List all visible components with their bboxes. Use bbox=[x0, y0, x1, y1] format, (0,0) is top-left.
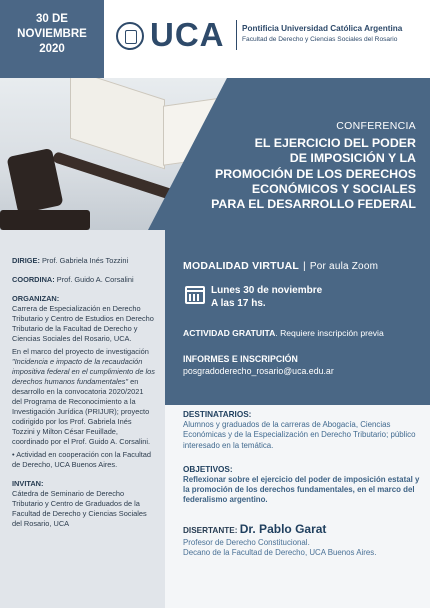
invitan-text: Cátedra de Seminario de Derecho Tributario y Centro de Graduados de la Facultad de Derecho y Ciencias Sociales del Rosario, UCA bbox=[12, 489, 147, 528]
modality-line bbox=[183, 260, 412, 272]
date-line-2: NOVIEMBRE bbox=[17, 28, 87, 40]
conference-label: CONFERENCIA bbox=[336, 120, 416, 132]
hero-banner bbox=[0, 78, 430, 230]
destinatarios-title: DESTINATARIOS: bbox=[183, 410, 252, 419]
modality: MODALIDAD VIRTUAL bbox=[183, 260, 299, 272]
speaker-label: DISERTANTE: bbox=[183, 525, 238, 535]
dirige-label: DIRIGE: bbox=[12, 256, 40, 265]
coordina-value: Prof. Guido A. Corsalini bbox=[56, 275, 134, 284]
date-line-3: 2020 bbox=[39, 43, 65, 55]
conference-title bbox=[156, 136, 416, 212]
free-activity bbox=[183, 328, 412, 338]
details-block bbox=[183, 410, 423, 558]
event-info-box bbox=[165, 230, 430, 405]
title-line: ECONÓMICOS Y SOCIALES bbox=[251, 181, 416, 196]
title-line: EL EJERCICIO DEL PODER bbox=[254, 136, 416, 150]
invitan-label: INVITAN: bbox=[12, 479, 44, 488]
modality-separator: | bbox=[302, 260, 306, 272]
speaker-role-1: Profesor de Derecho Constitucional. bbox=[183, 537, 310, 547]
modality-sub: Por aula Zoom bbox=[309, 261, 379, 272]
logo-divider bbox=[236, 20, 237, 50]
organizan-label: ORGANIZAN: bbox=[12, 294, 60, 303]
coordina-label: COORDINA: bbox=[12, 275, 55, 284]
logo-text: UCA bbox=[150, 16, 225, 53]
faculty-name: Facultad de Derecho y Ciencias Sociales del Rosario bbox=[242, 36, 398, 43]
event-date: Lunes 30 de noviembre bbox=[211, 285, 323, 296]
book-page-left bbox=[70, 78, 165, 169]
calendar-icon bbox=[185, 286, 205, 304]
project-title: "Incidencia e impacto de la recaudación impositiva federal en el cumplimiento de los derechos humanos fundamentales" bbox=[12, 357, 155, 386]
date-line-1: 30 DE bbox=[36, 13, 68, 25]
speaker-role-2: Decano de la Facultad de Derecho, UCA Buenos Aires. bbox=[183, 548, 377, 558]
date-badge bbox=[0, 0, 104, 78]
title-line: PROMOCIÓN DE LOS DERECHOS bbox=[214, 166, 416, 181]
dirige-value: Prof. Gabriela Inés Tozzini bbox=[41, 256, 129, 265]
header bbox=[0, 0, 430, 78]
date-time bbox=[211, 284, 322, 310]
date-row bbox=[183, 284, 412, 314]
contact-email[interactable]: posgradoderecho_rosario@uca.edu.ar bbox=[183, 366, 334, 376]
title-line: PARA EL DESARROLLO FEDERAL bbox=[211, 197, 416, 212]
dirige-row bbox=[12, 256, 155, 266]
title-line: DE IMPOSICIÓN Y LA bbox=[289, 151, 416, 166]
gavel-block bbox=[0, 210, 90, 230]
organizan-text: Carrera de Especialización en Derecho Tributario y Centro de Estudios en Derecho Tributario de la Facultad de Derecho y Ciencias Sociales del Rosario, UCA. bbox=[12, 304, 154, 343]
cooperation-bullet: • Actividad en cooperación con la Facultad de Derecho, UCA Buenos Aires. bbox=[12, 450, 151, 469]
project-intro: En el marco del proyecto de investigación bbox=[12, 347, 149, 356]
coordina-row bbox=[12, 275, 155, 285]
free-note: . Requiere inscripción previa bbox=[275, 328, 384, 338]
crest-icon bbox=[116, 22, 144, 50]
event-column bbox=[165, 230, 430, 608]
free-label: ACTIVIDAD GRATUITA bbox=[183, 328, 276, 338]
event-time: A las 17 hs. bbox=[211, 298, 266, 309]
organizers-column bbox=[0, 230, 165, 608]
objetivos-title: OBJETIVOS: bbox=[183, 464, 233, 474]
destinatarios-text: Alumnos y graduados de la carreras de Abogacía, Ciencias Económicas y de la Especialización en Derecho Tributario; público interesado en la temática. bbox=[183, 420, 416, 450]
objetivos-text: Reflexionar sobre el ejercicio del poder de imposición estatal y la promoción de los derechos fundamentales, en el marco del federalismo argentino. bbox=[183, 475, 420, 505]
university-name: Pontificia Universidad Católica Argentina bbox=[242, 24, 403, 33]
speaker-row bbox=[183, 521, 423, 536]
info-title: INFORMES E INSCRIPCIÓN bbox=[183, 354, 298, 364]
speaker-name: Dr. Pablo Garat bbox=[239, 521, 327, 536]
project-paragraph bbox=[12, 347, 155, 447]
project-rest: en desarrollo en la convocatoria 2020/2021 del Programa de Reconocimiento a la Investigación Jurídica (PRIJUR); proyecto codirigido por los Prof. Gabriela Inés Tozzini y Milton César Feuillade, coordinado por el Prof. Guido A. Corsalini. bbox=[12, 377, 151, 446]
